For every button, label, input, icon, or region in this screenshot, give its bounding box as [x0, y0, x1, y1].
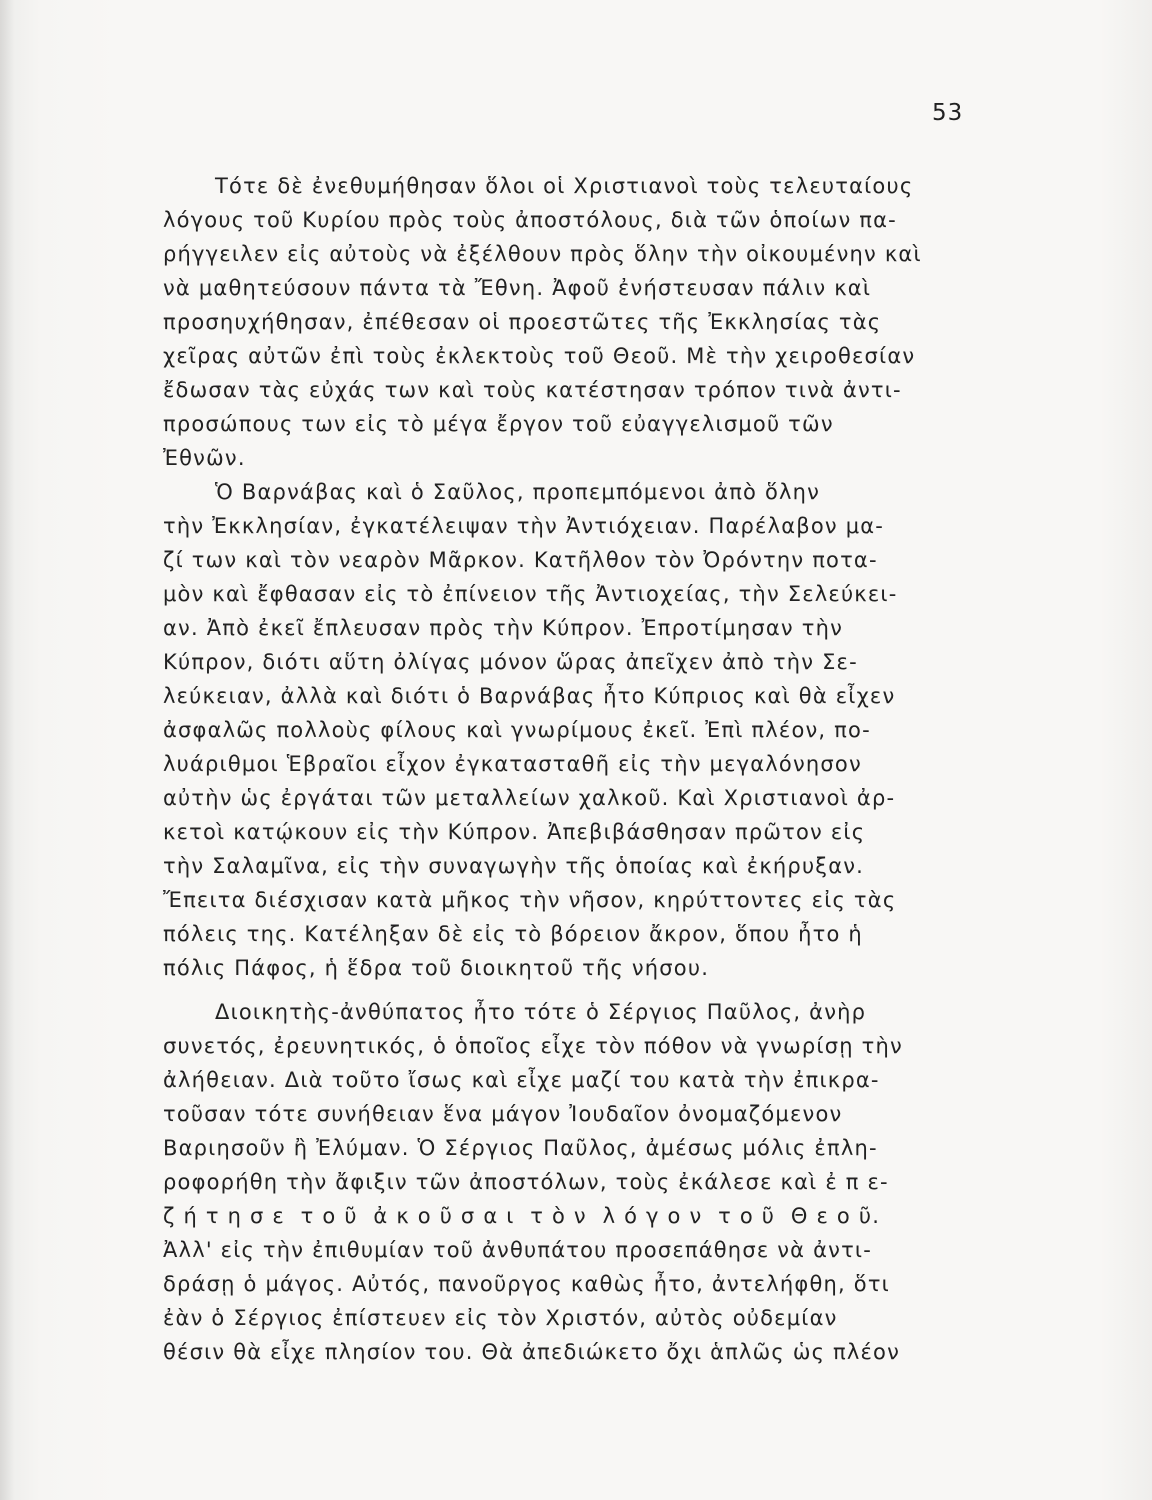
page-number: 53: [932, 100, 964, 126]
text-line: τὴν Ἐκκλησίαν, ἐγκατέλειψαν τὴν Ἀντιόχειαν. Παρέλαβον μα-: [163, 514, 885, 538]
text-line: νὰ μαθητεύσουν πάντα τὰ Ἔθνη. Ἀφοῦ ἐνήστευσαν πάλιν καὶ: [163, 276, 872, 300]
text-line: αὐτὴν ὡς ἐργάται τῶν μεταλλείων χαλκοῦ. Καὶ Χριστιανοὶ ἀρ-: [163, 786, 896, 810]
text-line: ἀσφαλῶς πολλοὺς φίλους καὶ γνωρίμους ἐκεῖ. Ἐπὶ πλέον, πο-: [163, 718, 871, 742]
text-line: χεῖρας αὐτῶν ἐπὶ τοὺς ἐκλεκτοὺς τοῦ Θεοῦ. Μὲ τὴν χειροθεσίαν: [163, 344, 916, 368]
text-line: Διοικητὴς-ἀνθύπατος ἦτο τότε ὁ Σέργιος Παῦλος, ἀνὴρ: [215, 1000, 867, 1024]
text-line: ἐὰν ὁ Σέργιος ἐπίστευεν εἰς τὸν Χριστόν, αὐτὸς οὐδεμίαν: [163, 1306, 838, 1330]
text-line: προσηυχήθησαν, ἐπέθεσαν οἱ προεστῶτες τῆς Ἐκκλησίας τὰς: [163, 310, 882, 334]
text-line: πόλις Πάφος, ἡ ἕδρα τοῦ διοικητοῦ τῆς νήσου.: [163, 956, 710, 980]
text-line: τὴν Σαλαμῖνα, εἰς τὴν συναγωγὴν τῆς ὁποίας καὶ ἐκήρυξαν.: [163, 854, 865, 878]
text-line: ρήγγειλεν εἰς αὐτοὺς νὰ ἐξέλθουν πρὸς ὅλην τὴν οἰκουμένην καὶ: [163, 242, 922, 266]
text-line: ἀλήθειαν. Διὰ τοῦτο ἴσως καὶ εἶχε μαζί του κατὰ τὴν ἐπικρα-: [163, 1068, 880, 1092]
text-line: Ἐθνῶν.: [163, 446, 246, 470]
text-line: τοῦσαν τότε συνήθειαν ἕνα μάγον Ἰουδαῖον ὀνομαζόμενον: [163, 1102, 843, 1126]
text-line: λόγους τοῦ Κυρίου πρὸς τοὺς ἀποστόλους, διὰ τῶν ὁποίων πα-: [163, 208, 897, 232]
text-line: ἔδωσαν τὰς εὐχάς των καὶ τοὺς κατέστησαν τρόπον τινὰ ἀντι-: [163, 378, 902, 402]
text-line: πόλεις της. Κατέληξαν δὲ εἰς τὸ βόρειον ἄκρον, ὅπου ἦτο ἡ: [163, 922, 863, 946]
text-line: λεύκειαν, ἀλλὰ καὶ διότι ὁ Βαρνάβας ἦτο Κύπριος καὶ θὰ εἶχεν: [163, 684, 896, 708]
text-line: ζί των καὶ τὸν νεαρὸν Μᾶρκον. Κατῆλθον τὸν Ὀρόντην ποτα-: [163, 548, 878, 572]
text-line: κετοὶ κατῴκουν εἰς τὴν Κύπρον. Ἀπεβιβάσθησαν πρῶτον εἰς: [163, 820, 866, 844]
text-line: προσώπους των εἰς τὸ μέγα ἔργον τοῦ εὐαγγελισμοῦ τῶν: [163, 412, 834, 436]
text-line: μὸν καὶ ἔφθασαν εἰς τὸ ἐπίνειον τῆς Ἀντιοχείας, τὴν Σελεύκει-: [163, 582, 898, 606]
text-line: λυάριθμοι Ἑβραῖοι εἶχον ἐγκατασταθῆ εἰς τὴν μεγαλόνησον: [163, 752, 862, 776]
text-line: Ἔπειτα διέσχισαν κατὰ μῆκος τὴν νῆσον, κηρύττοντες εἰς τὰς: [163, 888, 897, 912]
text-line: ζ ή τ η σ ε τ ο ῦ ἀ κ ο ῦ σ α ι τ ὸ ν λ ό γ ο ν τ ο ῦ Θ ε ο ῦ.: [163, 1204, 881, 1228]
text-line: θέσιν θὰ εἶχε πλησίον του. Θὰ ἀπεδιώκετο ὄχι ἁπλῶς ὡς πλέον: [163, 1340, 901, 1364]
text-line: Βαριησοῦν ἢ Ἐλύμαν. Ὁ Σέργιος Παῦλος, ἀμέσως μόλις ἐπλη-: [163, 1136, 878, 1160]
page-edge-shadow: [0, 0, 14, 1500]
text-line: Ὁ Βαρνάβας καὶ ὁ Σαῦλος, προπεμπόμενοι ἀπὸ ὅλην: [215, 480, 821, 504]
text-line: Ἀλλ' εἰς τὴν ἐπιθυμίαν τοῦ ἀνθυπάτου προσεπάθησε νὰ ἀντι-: [163, 1238, 873, 1262]
text-line: Κύπρον, διότι αὕτη ὀλίγας μόνον ὥρας ἀπεῖχεν ἀπὸ τὴν Σε-: [163, 650, 858, 674]
text-line: συνετός, ἐρευνητικός, ὁ ὁποῖος εἶχε τὸν πόθον νὰ γνωρίσῃ τὴν: [163, 1034, 903, 1058]
text-line: Τότε δὲ ἐνεθυμήθησαν ὅλοι οἱ Χριστιανοὶ τοὺς τελευταίους: [215, 174, 914, 198]
text-line: ροφορήθη τὴν ἄφιξιν τῶν ἀποστόλων, τοὺς ἐκάλεσε καὶ ἐ π ε-: [163, 1170, 889, 1194]
text-line: αν. Ἀπὸ ἐκεῖ ἔπλευσαν πρὸς τὴν Κύπρον. Ἐπροτίμησαν τὴν: [163, 616, 844, 640]
text-line: δράσῃ ὁ μάγος. Αὐτός, πανοῦργος καθὼς ἦτο, ἀντελήφθη, ὅτι: [163, 1272, 890, 1296]
